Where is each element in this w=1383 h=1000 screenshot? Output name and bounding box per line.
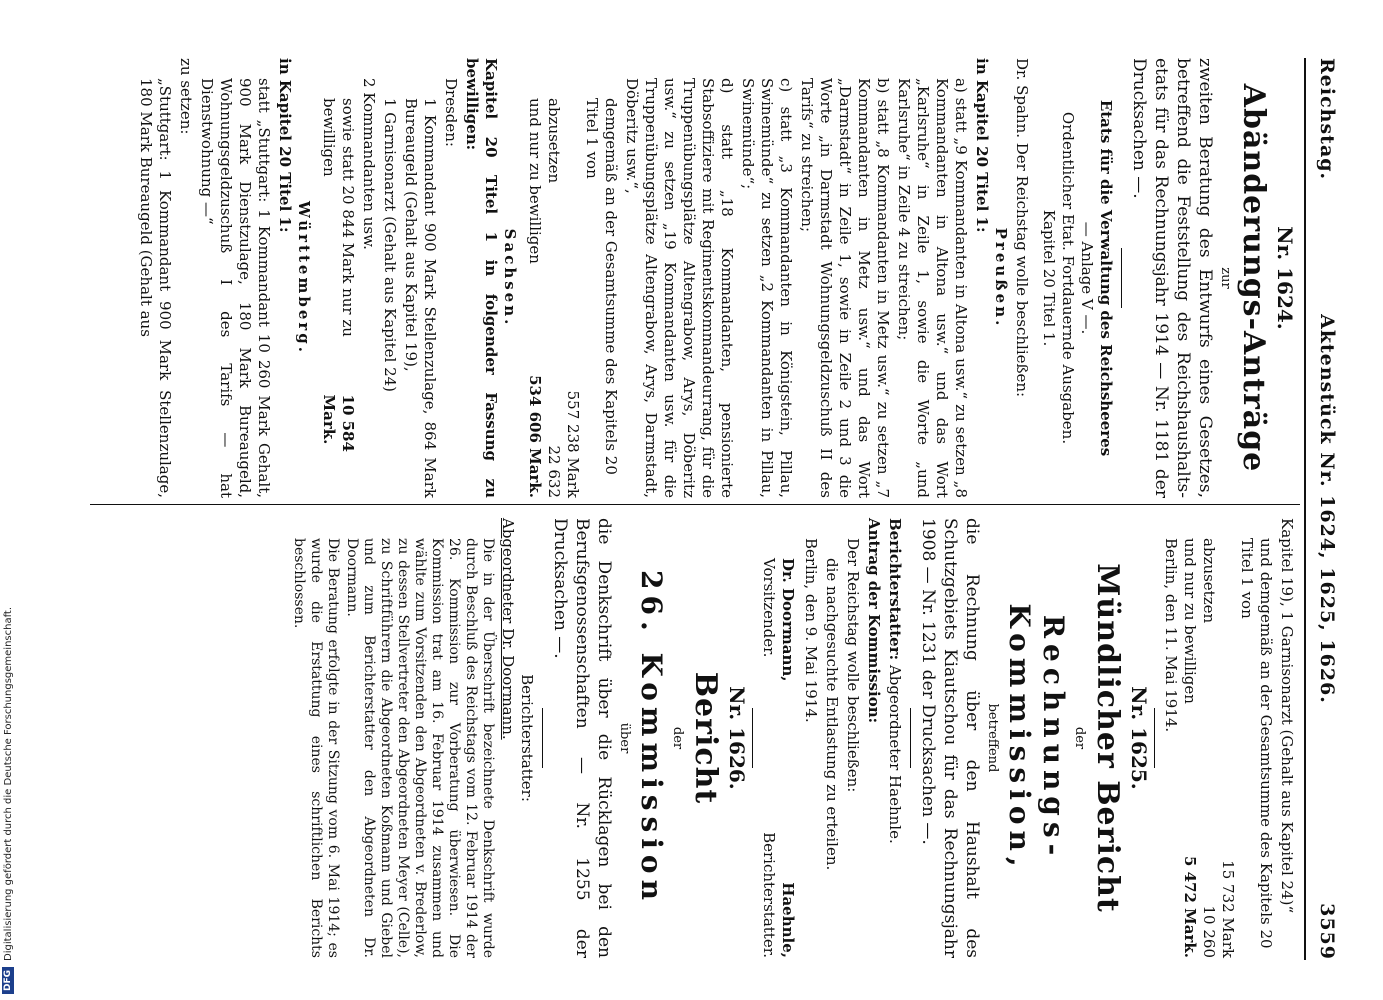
doc-number-1625: Nr. 1625. <box>1127 686 1151 790</box>
doc-number: Nr. 1624. <box>1273 226 1297 330</box>
cont-sum-value: 15 732 Mark <box>1219 860 1237 958</box>
cont-sum-label: und demgemäß an der Gesamtsumme des Kapitels 20 Titel 1 von <box>1238 538 1275 949</box>
sum-label: demgemäß an der Gesamtsumme des Kapitels 20 Titel 1 von <box>583 98 620 475</box>
etat-anlage: — Anlage V —. <box>1078 221 1096 335</box>
kapitel-wuerttemberg: in Kapitel 20 Titel 1: <box>276 58 294 233</box>
item-b: b) statt „8 Kommandanten in Metz usw.“ zu setzen „7 Kommandanten in Metz usw.“ und das Wort „Darmstadt“ in Zeile 1, sowie in Zeile 2 und 3 die Worte „in Darmstadt Wohnungsgeldzuschuß II des Tarifs“ zu streichen; <box>798 78 892 498</box>
zur-label: zur <box>1218 267 1233 289</box>
dfg-logo: DFG <box>2 967 14 994</box>
signature-chair: Dr. Doormann, <box>779 558 797 682</box>
cont-abz-value: 10 260 <box>1200 905 1218 958</box>
ueber-label: über <box>617 722 632 754</box>
item-a: a) statt „9 Kommandanten in Altona usw.“ zu setzen „8 Kommandanten in Altona usw.“ und das Wort „Karlsruhe“ in Zeile 1, sowie die Worte „und Karlsruhe“ in Zeile 4 zu streichen; <box>895 78 970 498</box>
signature-reporter: Haehnle, <box>779 882 797 958</box>
footer-text: Digitalisierung gefördert durch die Deutsche Forschungsgemeinschaft. <box>2 606 14 961</box>
signature-chair-role: Vorsitzender. <box>760 558 778 658</box>
document-page <box>70 40 1340 980</box>
page-number: 3559 <box>1316 903 1338 960</box>
etat-title: Etats für die Verwaltung des Reichsheeres <box>1097 99 1115 457</box>
cont-bew-value: 5 472 Mark. <box>1181 855 1199 958</box>
etat-ordentlich: Ordentlicher Etat. Fortdauernde Ausgaben. <box>1059 111 1077 445</box>
wuertt-new: „Stuttgart: 1 Kommandant 900 Mark Stellenzulage, 180 Mark Bureaugeld (Gehalt aus <box>137 78 174 498</box>
item-c: c) statt „3 Kommandanten in Königstein, Pillau, Swinemünde“ zu setzen „2 Kommandanten in Pillau, Swinemünde“; <box>739 78 795 498</box>
divider <box>1154 708 1155 768</box>
date-1625: Berlin, den 9. Mai 1914. <box>802 538 820 723</box>
motion-text: Dr. Spahn. Der Reichstag wolle beschließen: <box>1013 58 1031 398</box>
etat-kapitel: Kapitel 20 Titel 1. <box>1040 209 1058 347</box>
antrag-text-2: die nachgesuchte Entlastung zu erteilen. <box>823 558 841 871</box>
column-divider <box>90 504 1300 505</box>
subject-1625: die Rechnung über den Haushalt des Schutzgebiets Kiautschou für das Rechnungsjahr 1908 — Nr. 1231 der Drucksachen —. <box>918 518 982 958</box>
reporter-label-1625: Berichterstatter: <box>886 518 904 661</box>
antrag-label: Antrag der Kommission: <box>865 518 883 724</box>
heading-preussen: Preußen. <box>992 227 1010 329</box>
cont-line-1: Kapitel 19), 1 Garnisonarzt (Gehalt aus Kapitel 24)“ <box>1278 518 1296 914</box>
doc-title: Abänderungs-Anträge <box>1236 83 1271 473</box>
wuertt-statt: statt „Stuttgart: 1 Kommandant 10 260 Mark Gehalt, 900 Mark Dienstzulage, 180 Mark Bureaugeld, Wohnungsgeldzuschuß I des Tarifs — hat Dienstwohnung —“ <box>198 78 273 498</box>
sachsen-total <box>319 58 357 498</box>
sachsen-line-1: 1 Kommandant 900 Mark Stellenzulage, 864 Mark Bureaugeld (Gehalt aus Kapitel 19), <box>402 98 439 498</box>
sachsen-line-2: 1 Garnisonarzt (Gehalt aus Kapitel 24) <box>381 98 399 393</box>
abz-label: abzusetzen <box>545 98 563 184</box>
body-1626-2: Die Beratung erfolgte in der Sitzung vom 6. Mai 1914; es wurde die Erstattung eines schriftlichen Berichts beschlossen. <box>291 538 341 958</box>
divider <box>752 708 753 768</box>
sachsen-total-label: sowie statt 20 844 Mark nur zu bewilligen <box>320 98 357 337</box>
reporter-1626: Abgeordneter Dr. Doormann. <box>499 518 517 740</box>
cont-abz-label: abzusetzen <box>1200 538 1218 624</box>
bew-value: 534 606 Mark. <box>526 375 544 498</box>
dresden-label: Dresden: <box>442 78 460 147</box>
cont-sum-block <box>1180 518 1275 958</box>
commission-1625: Rechnungs-Kommission, <box>1003 603 1070 873</box>
header-left: Reichstag. <box>1316 58 1338 181</box>
page-header <box>1310 58 1340 960</box>
header-rule <box>1304 58 1306 960</box>
reporter-label-1626: Berichterstatter: <box>518 674 536 802</box>
divider <box>910 708 911 768</box>
body-1626-1: Die in der Überschrift bezeichnete Denkschrift wurde durch Beschluß des Reichstags vom 12. Februar 1914 der 26. Kommission zur Vorberatung überwiesen. Die Kommission trat am 16. Februar 1914 zusammen und wählte zum Vorsitzenden den Abgeordneten v. Brederlow, zu dessen Stellvertreter den Abgeordneten Meyer (Celle), zu Schriftführern die Abgeordneten Koßmann und Giebel und zum Berichterstatter den Abgeordneten Dr. Doormann. <box>344 538 496 958</box>
title-1626: Bericht <box>688 671 723 805</box>
der-label: der <box>1072 726 1087 750</box>
antrag-text: Der Reichstag wolle beschließen: <box>844 538 862 793</box>
divider <box>1121 248 1122 308</box>
sum-value: 557 238 Mark <box>564 390 582 498</box>
wuertt-setzen: zu setzen: <box>177 58 195 135</box>
cont-bew-label: und nur zu bewilligen <box>1181 538 1199 704</box>
signature-reporter-role: Berichterstatter. <box>760 832 778 958</box>
kapitel-preussen: in Kapitel 20 Titel 1: <box>973 58 991 233</box>
item-d: d) statt „18 Kommandanten, pensionierte Stabsoffiziere mit Regimentskommandeurrang, für die Truppenübungsplätze Altengrabow, Arys, Döberitz usw.“ zu setzen „19 Kommandanten usw. für die Truppenübungsplätze Altengrabow, Arys, Darmstadt, Döberitz usw.“, <box>623 78 736 498</box>
heading-wuerttemberg: Württemberg. <box>295 201 313 355</box>
heading-sachsen: Sachsen. <box>501 228 519 328</box>
commission-1626: 26. Kommission <box>635 570 668 906</box>
bew-label: und nur zu bewilligen <box>526 98 544 264</box>
left-column <box>134 58 1296 498</box>
divider <box>542 708 543 768</box>
date-1624: Berlin, den 11. Mai 1914. <box>1162 538 1180 733</box>
doc-number-1626: Nr. 1626. <box>725 686 749 790</box>
sachsen-total-value: 10 584 Mark. <box>320 394 357 452</box>
subject-1626: die Denkschrift über die Rücklagen bei den Berufsgenossenschaften — Nr. 1255 der Drucksachen —. <box>550 518 614 958</box>
sachsen-line-3: 2 Kommandanten usw. <box>360 78 378 250</box>
intro-text: zweiten Beratung des Entwurfs eines Gesetzes, betreffend die Feststellung des Reichshaushalts-etats für das Rechnungsjahr 1914 — Nr. 1181 der Drucksachen —. <box>1129 58 1215 498</box>
reporter-1625: Abgeordneter Haehnle. <box>886 664 904 844</box>
footer-credit <box>0 394 16 1000</box>
right-column <box>288 518 1296 958</box>
kapitel-sachsen: Kapitel 20 Titel 1 in folgender Fassung zu bewilligen: <box>463 58 500 498</box>
signatures <box>759 518 797 958</box>
abz-value: 22 632 <box>545 445 563 498</box>
sum-block <box>525 58 620 498</box>
title-1625: Mündlicher Bericht <box>1090 563 1125 913</box>
betreffend-label: betreffend <box>985 703 1000 773</box>
header-center: Aktenstück Nr. 1624, 1625, 1626. <box>1316 314 1338 704</box>
der-label-2: der <box>670 726 685 750</box>
